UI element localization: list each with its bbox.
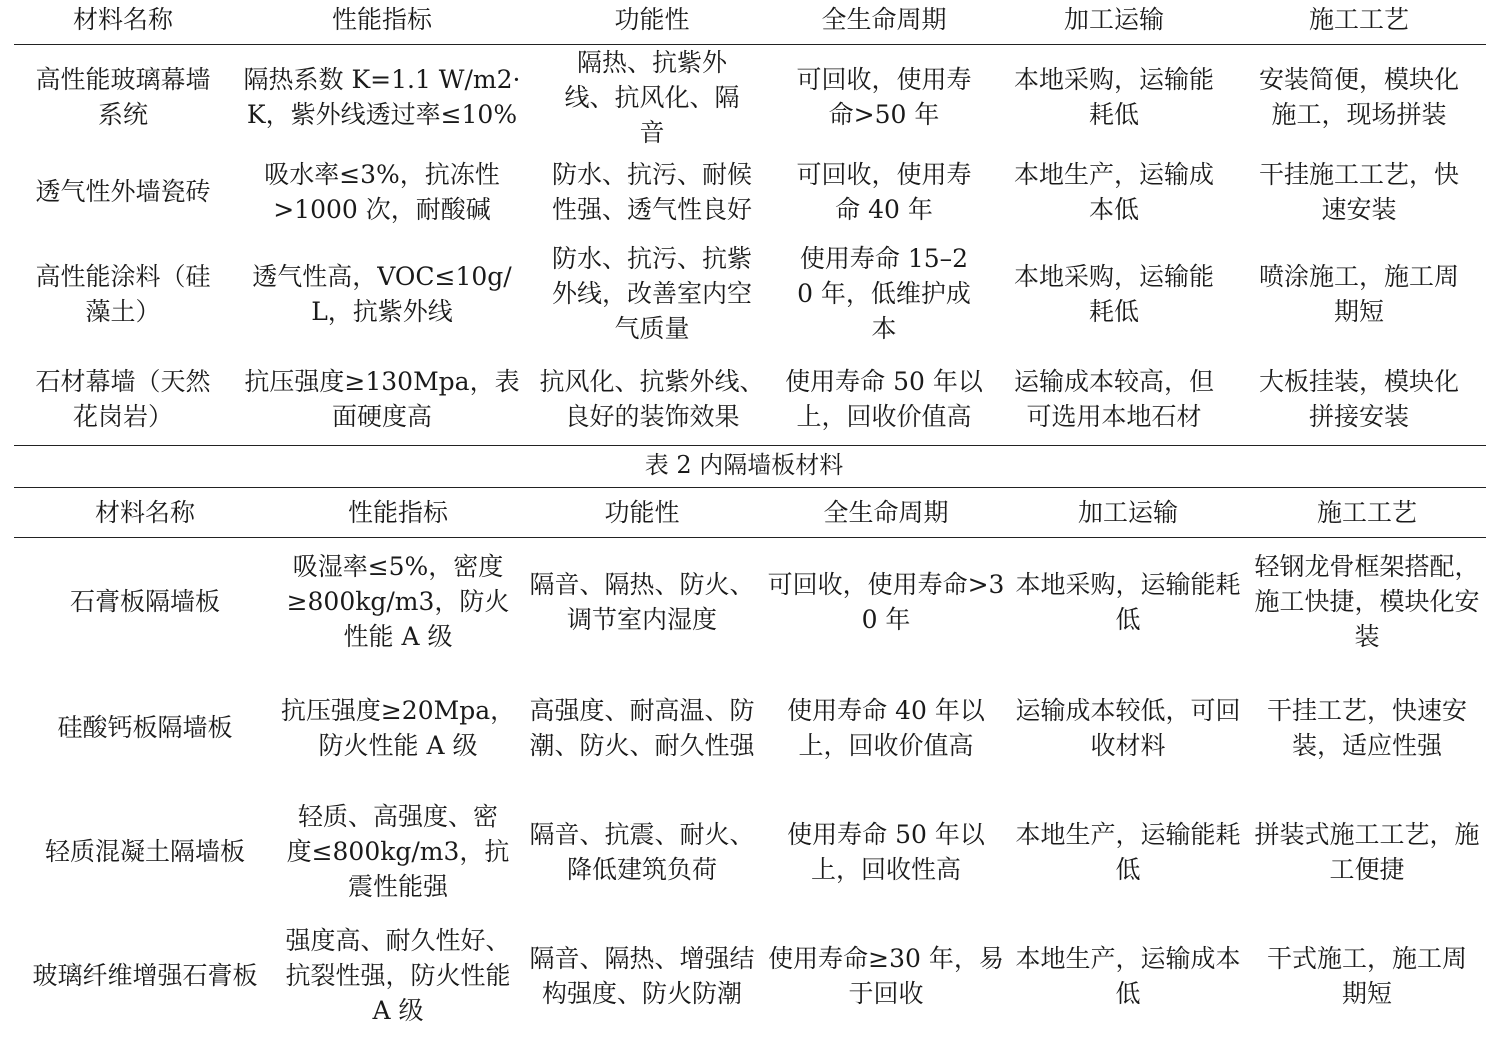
- table-cell: 使用寿命 50 年以上，回收性高: [787, 819, 985, 884]
- table-cell: 隔热、抗紫外线、抗风化、隔音: [564, 47, 740, 147]
- table-cell: 运输成本较高，但可选用本地石材: [1013, 367, 1214, 432]
- table-cell: 运输成本较低，可回收材料: [1015, 695, 1241, 760]
- header-transport: 加工运输: [1008, 488, 1248, 538]
- table-cell: 使用寿命 15–20 年，低维护成本: [797, 244, 971, 343]
- table-cell: 拼装式施工工艺，施工便捷: [1254, 819, 1480, 884]
- table-cell: 高性能玻璃幕墙系统: [35, 65, 211, 129]
- table-row: [14, 150, 1486, 234]
- exterior-wall-materials-table: [14, 0, 1486, 446]
- header-transport: 加工运输: [996, 0, 1232, 44]
- header-function: 功能性: [532, 0, 772, 44]
- interior-partition-materials-table: [14, 487, 1486, 1038]
- header-material-name: 材料名称: [14, 488, 276, 538]
- table-cell: 可回收，使用寿命>50 年: [796, 65, 972, 129]
- table-cell: 玻璃纤维增强石膏板: [32, 961, 258, 990]
- table-cell: 石材幕墙（天然花岗岩）: [35, 367, 211, 432]
- table-cell: 本地采购，运输能耗低: [1013, 261, 1214, 326]
- table-cell: 大板挂装，模块化拼接安装: [1258, 367, 1459, 432]
- table-cell: 隔热系数 K=1.1 W/m2·K，紫外线透过率≤10%: [243, 65, 521, 129]
- table-cell: 吸湿率≤5%，密度≥800kg/m3，防火性能 A 级: [286, 552, 510, 652]
- table-row: [14, 44, 1486, 150]
- table-cell: 干挂工艺，快速安装，适应性强: [1266, 695, 1467, 760]
- table-cell: 可回收，使用寿命>30 年: [767, 569, 1005, 634]
- table-cell: 干挂施工工艺，快速安装: [1258, 159, 1459, 224]
- table-cell: 隔音、隔热、防火、调节室内湿度: [529, 569, 755, 634]
- table-cell: 抗压强度≥130Mpa，表面硬度高: [244, 367, 520, 432]
- header-lifecycle: 全生命周期: [772, 0, 996, 44]
- table-cell: 轻钢龙骨框架搭配，施工快捷，模块化安装: [1254, 552, 1480, 652]
- header-construction: 施工工艺: [1248, 488, 1486, 538]
- table-cell: 本地生产，运输能耗低: [1015, 819, 1241, 884]
- table-cell: 吸水率≤3%，抗冻性>1000 次，耐酸碱: [264, 159, 500, 224]
- table-cell: 隔音、隔热、增强结构强度、防火防潮: [529, 943, 755, 1008]
- table-cell: 使用寿命 40 年以上，回收价值高: [787, 695, 985, 760]
- table-cell: 石膏板隔墙板: [69, 587, 220, 617]
- table-cell: 硅酸钙板隔墙板: [57, 713, 233, 742]
- table-cell: 干式施工，施工周期短: [1266, 943, 1467, 1008]
- table-cell: 透气性外墙瓷砖: [35, 177, 211, 206]
- table-cell: 可回收，使用寿命 40 年: [796, 159, 972, 224]
- table-cell: 轻质混凝土隔墙板: [44, 837, 245, 866]
- table-row: [14, 666, 1486, 790]
- table-cell: 强度高、耐久性好、抗裂性强，防火性能 A 级: [285, 926, 511, 1025]
- table-cell: 轻质、高强度、密度≤800kg/m3，抗震性能强: [286, 802, 510, 901]
- table-cell: 透气性高，VOC≤10g/L，抗紫外线: [252, 261, 512, 326]
- table-header-row: [14, 488, 1486, 538]
- table-caption: 表 2 内隔墙板材料: [644, 451, 844, 479]
- table-header-row: [14, 0, 1486, 44]
- header-material-name: 材料名称: [14, 0, 232, 44]
- table-row: [14, 354, 1486, 446]
- table-cell: 抗压强度≥20Mpa，防火性能 A 级: [280, 695, 516, 760]
- table-cell: 使用寿命≥30 年，易于回收: [768, 943, 1004, 1008]
- table-cell: 防水、抗污、抗紫外线，改善室内空气质量: [551, 244, 752, 343]
- table-row: [14, 790, 1486, 914]
- table-cell: 安装简便，模块化施工，现场拼装: [1258, 65, 1459, 129]
- table-cell: 防水、抗污、耐候性强、透气性良好: [551, 159, 752, 224]
- header-performance: 性能指标: [232, 0, 532, 44]
- header-function: 功能性: [520, 488, 764, 538]
- header-construction: 施工工艺: [1232, 0, 1486, 44]
- table-cell: 隔音、抗震、耐火、降低建筑负荷: [529, 819, 755, 884]
- table-row: [14, 538, 1486, 666]
- table-cell: 本地生产，运输成本低: [1013, 159, 1214, 224]
- table-cell: 高强度、耐高温、防潮、防火、耐久性强: [529, 695, 755, 760]
- table-row: [14, 914, 1486, 1038]
- table-cell: 喷涂施工，施工周期短: [1258, 261, 1459, 326]
- table-cell: 高性能涂料（硅藻土）: [35, 261, 211, 326]
- table-cell: 使用寿命 50 年以上，回收价值高: [785, 367, 983, 432]
- table-cell: 本地生产，运输成本低: [1015, 943, 1241, 1008]
- header-performance: 性能指标: [276, 488, 520, 538]
- table-cell: 抗风化、抗紫外线、良好的装饰效果: [539, 367, 765, 432]
- table-cell: 本地采购，运输能耗低: [1013, 65, 1214, 129]
- table-row: [14, 234, 1486, 354]
- table-cell: 本地采购，运输能耗低: [1015, 569, 1241, 634]
- header-lifecycle: 全生命周期: [764, 488, 1008, 538]
